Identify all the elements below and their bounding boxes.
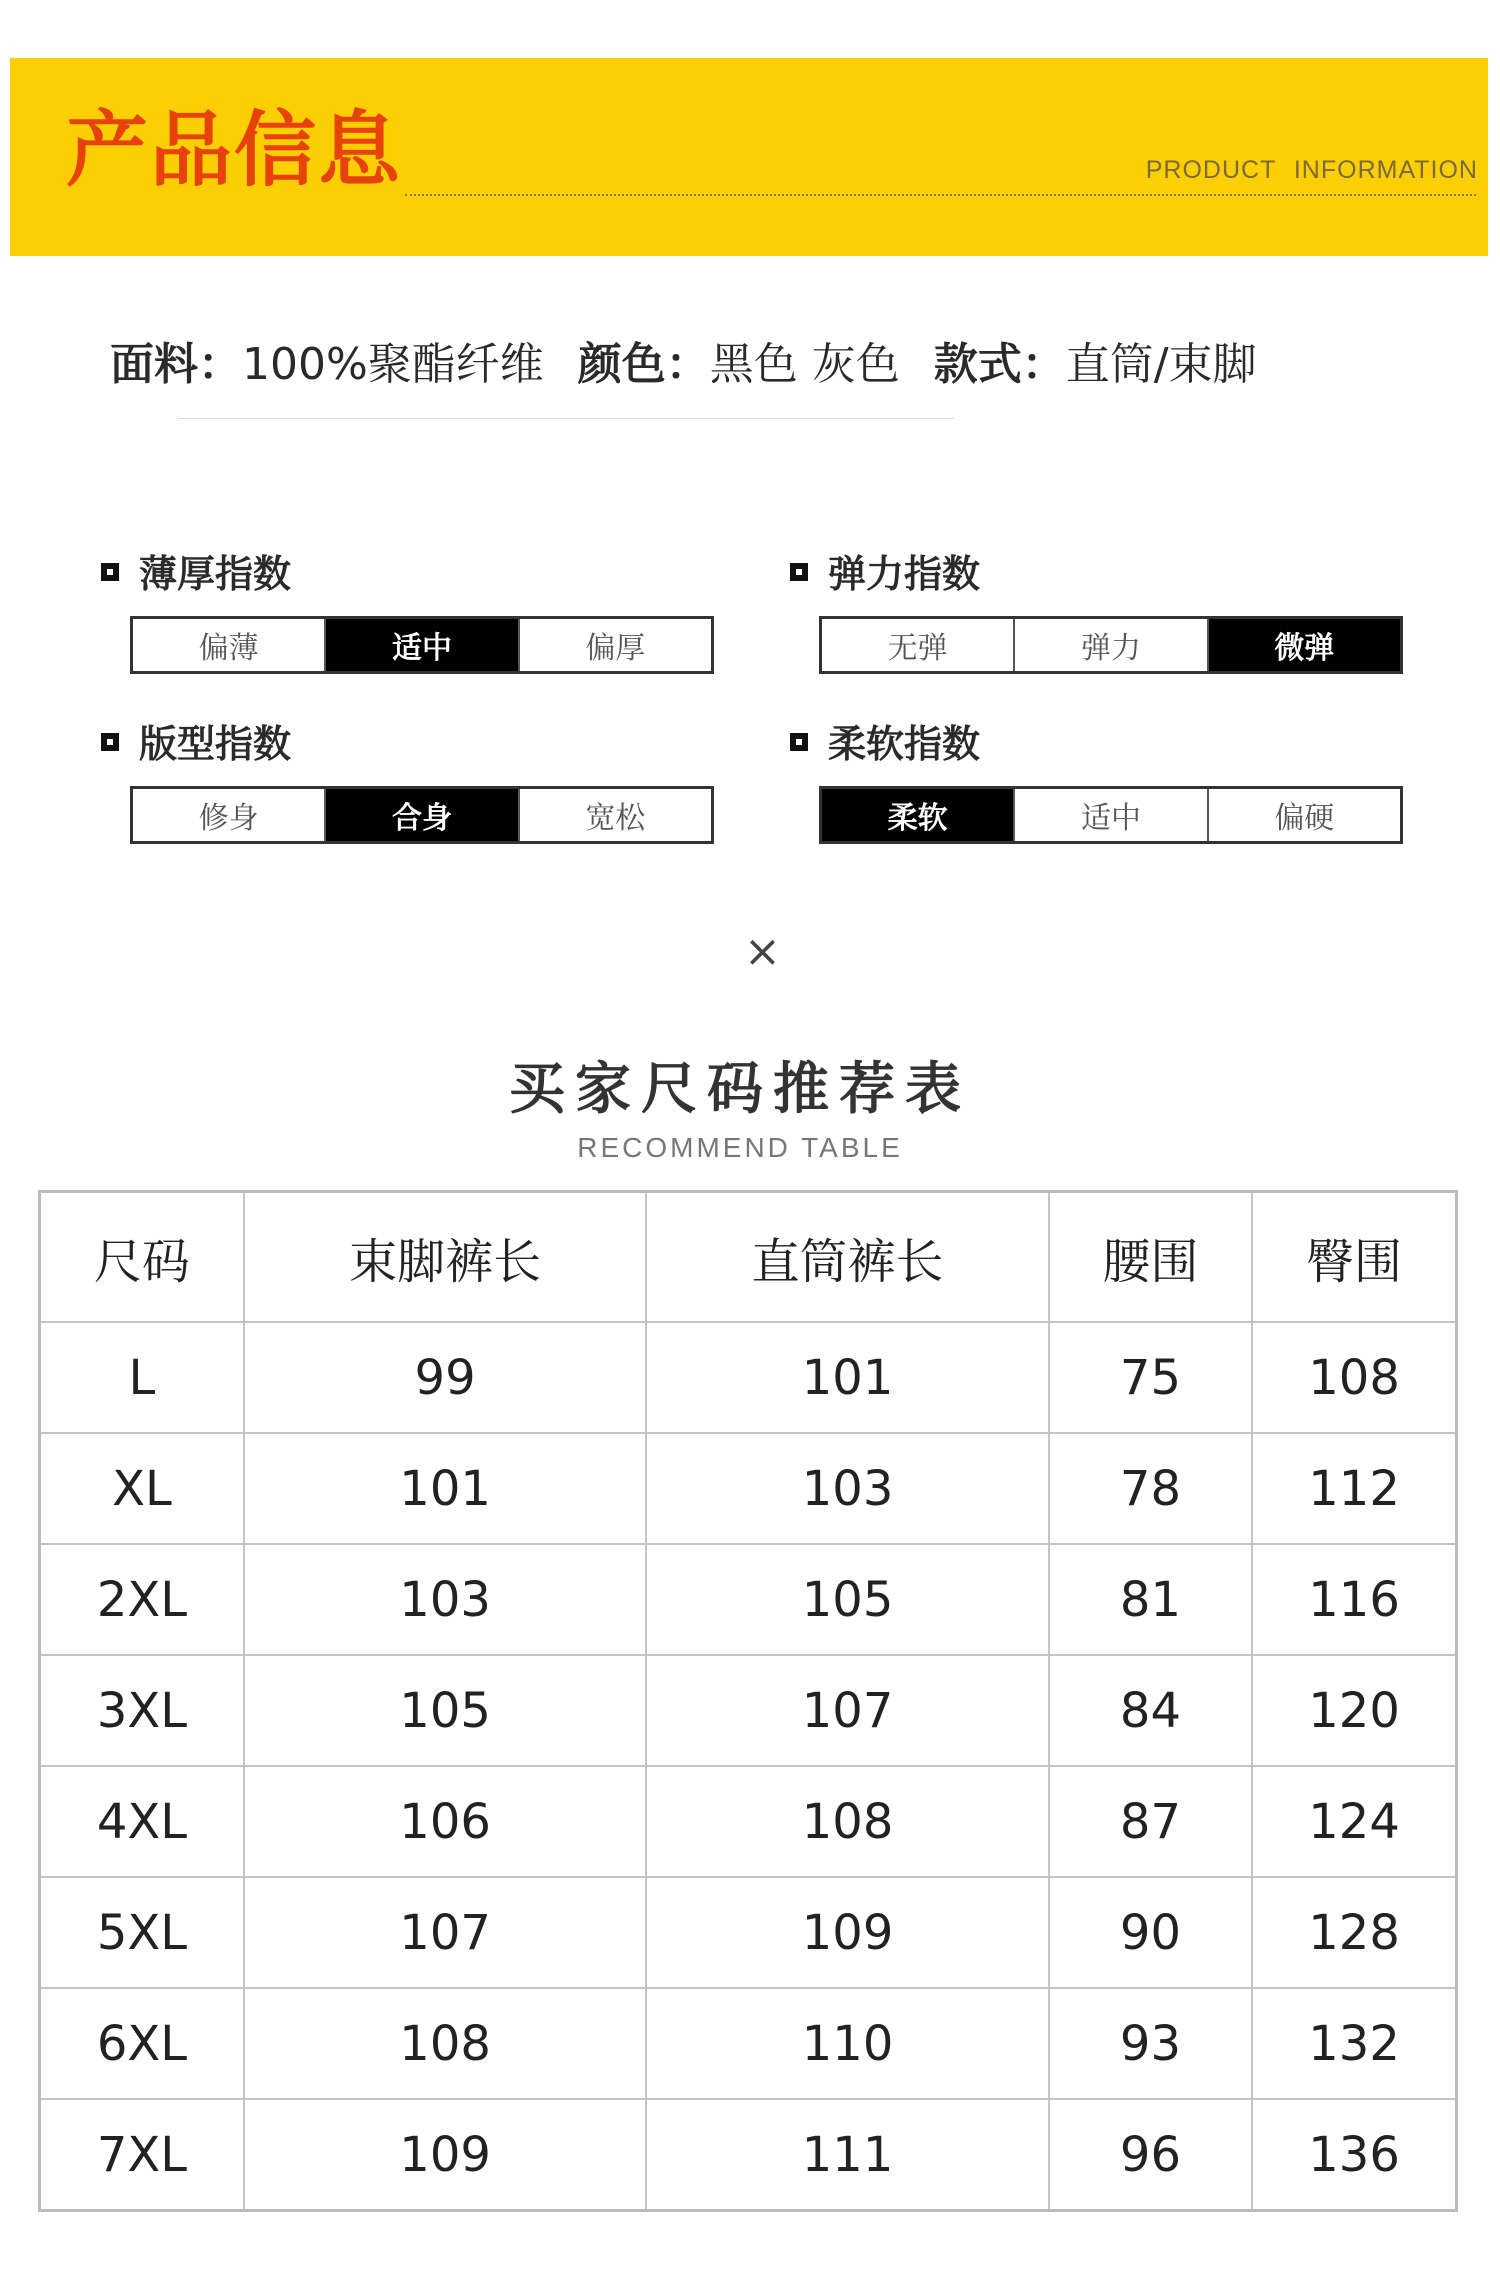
- table-cell: 108: [646, 1766, 1048, 1877]
- table-row: [40, 1544, 1457, 1655]
- col-header-cuffed-length: 束脚裤长: [244, 1192, 646, 1323]
- index-title: 薄厚指数: [139, 552, 292, 596]
- index-option: 修身: [133, 789, 326, 841]
- table-cell: 111: [646, 2099, 1048, 2211]
- table-cell: 99: [244, 1322, 646, 1433]
- square-bullet-icon: [101, 563, 119, 581]
- table-cell: 2XL: [40, 1544, 244, 1655]
- table-cell: 93: [1049, 1988, 1252, 2099]
- table-cell: 78: [1049, 1433, 1252, 1544]
- table-row: [40, 1322, 1457, 1433]
- table-cell: 112: [1252, 1433, 1456, 1544]
- table-cell: 128: [1252, 1877, 1456, 1988]
- product-info-banner: [10, 58, 1488, 256]
- table-cell: 109: [646, 1877, 1048, 1988]
- table-row: [40, 1655, 1457, 1766]
- col-header-size: 尺码: [40, 1192, 244, 1323]
- size-table-subtitle: RECOMMEND TABLE: [577, 1132, 903, 1163]
- index-option: 弹力: [1015, 619, 1208, 671]
- table-cell: 105: [646, 1544, 1048, 1655]
- table-cell: 84: [1049, 1655, 1252, 1766]
- table-cell: 108: [244, 1988, 646, 2099]
- table-cell: 120: [1252, 1655, 1456, 1766]
- table-cell: 7XL: [40, 2099, 244, 2211]
- size-table-title: 买家尺码推荐表: [509, 1057, 971, 1122]
- banner-subtitle: PRODUCT INFORMATION: [1145, 156, 1478, 184]
- square-bullet-icon: [790, 563, 808, 581]
- table-cell: 75: [1049, 1322, 1252, 1433]
- fit-index: [101, 720, 691, 844]
- table-cell: 5XL: [40, 1877, 244, 1988]
- index-title: 柔软指数: [828, 722, 981, 766]
- table-cell: 110: [646, 1988, 1048, 2099]
- thickness-index: [101, 550, 691, 674]
- index-scale: [130, 616, 714, 674]
- index-option: 微弹: [1209, 619, 1400, 671]
- table-cell: XL: [40, 1433, 244, 1544]
- index-option: 合身: [326, 789, 519, 841]
- square-bullet-icon: [790, 733, 808, 751]
- index-option: 偏薄: [133, 619, 326, 671]
- col-header-waist: 腰围: [1049, 1192, 1252, 1323]
- table-cell: 103: [244, 1544, 646, 1655]
- fabric-label: 面料：: [110, 339, 242, 390]
- size-table: [38, 1190, 1458, 2212]
- elasticity-index: [790, 550, 1380, 674]
- square-bullet-icon: [101, 733, 119, 751]
- table-cell: 106: [244, 1766, 646, 1877]
- index-option: 无弹: [822, 619, 1015, 671]
- index-option: 偏厚: [585, 631, 646, 666]
- color-value: 黑色 灰色: [709, 339, 900, 390]
- banner-title: 产品信息: [66, 103, 403, 198]
- table-row: [40, 1877, 1457, 1988]
- table-cell: 103: [646, 1433, 1048, 1544]
- table-header-row: [40, 1192, 1457, 1323]
- index-scale: [819, 616, 1403, 674]
- index-scale: [819, 786, 1403, 844]
- table-cell: L: [40, 1322, 244, 1433]
- index-option: 宽松: [585, 801, 646, 836]
- index-option: 适中: [1015, 789, 1208, 841]
- table-cell: 90: [1049, 1877, 1252, 1988]
- close-icon[interactable]: ×: [744, 926, 781, 977]
- softness-index: [790, 720, 1380, 844]
- table-row: [40, 1766, 1457, 1877]
- table-cell: 108: [1252, 1322, 1456, 1433]
- col-header-straight-length: 直筒裤长: [646, 1192, 1048, 1323]
- table-row: [40, 1988, 1457, 2099]
- col-header-hip: 臀围: [1252, 1192, 1456, 1323]
- index-option: 适中: [326, 619, 519, 671]
- table-cell: 96: [1049, 2099, 1252, 2211]
- table-cell: 105: [244, 1655, 646, 1766]
- index-option: 偏硬: [1274, 801, 1335, 836]
- table-cell: 124: [1252, 1766, 1456, 1877]
- spec-underline: [178, 418, 954, 419]
- table-cell: 87: [1049, 1766, 1252, 1877]
- index-title: 弹力指数: [828, 552, 981, 596]
- banner-dotted-divider: [405, 194, 1476, 196]
- table-cell: 81: [1049, 1544, 1252, 1655]
- style-value: 直筒/束脚: [1065, 339, 1257, 390]
- table-cell: 109: [244, 2099, 646, 2211]
- index-title: 版型指数: [139, 722, 292, 766]
- table-cell: 132: [1252, 1988, 1456, 2099]
- table-cell: 101: [646, 1322, 1048, 1433]
- spec-line: [110, 339, 1257, 390]
- table-cell: 136: [1252, 2099, 1456, 2211]
- table-cell: 6XL: [40, 1988, 244, 2099]
- index-option: 柔软: [822, 789, 1015, 841]
- table-row: [40, 1433, 1457, 1544]
- table-cell: 4XL: [40, 1766, 244, 1877]
- color-label: 颜色：: [577, 339, 710, 390]
- table-cell: 3XL: [40, 1655, 244, 1766]
- style-label: 款式：: [933, 339, 1066, 390]
- table-cell: 107: [244, 1877, 646, 1988]
- table-cell: 101: [244, 1433, 646, 1544]
- table-cell: 116: [1252, 1544, 1456, 1655]
- table-cell: 107: [646, 1655, 1048, 1766]
- fabric-value: 100%聚酯纤维: [242, 339, 544, 390]
- table-row: [40, 2099, 1457, 2211]
- index-scale: [130, 786, 714, 844]
